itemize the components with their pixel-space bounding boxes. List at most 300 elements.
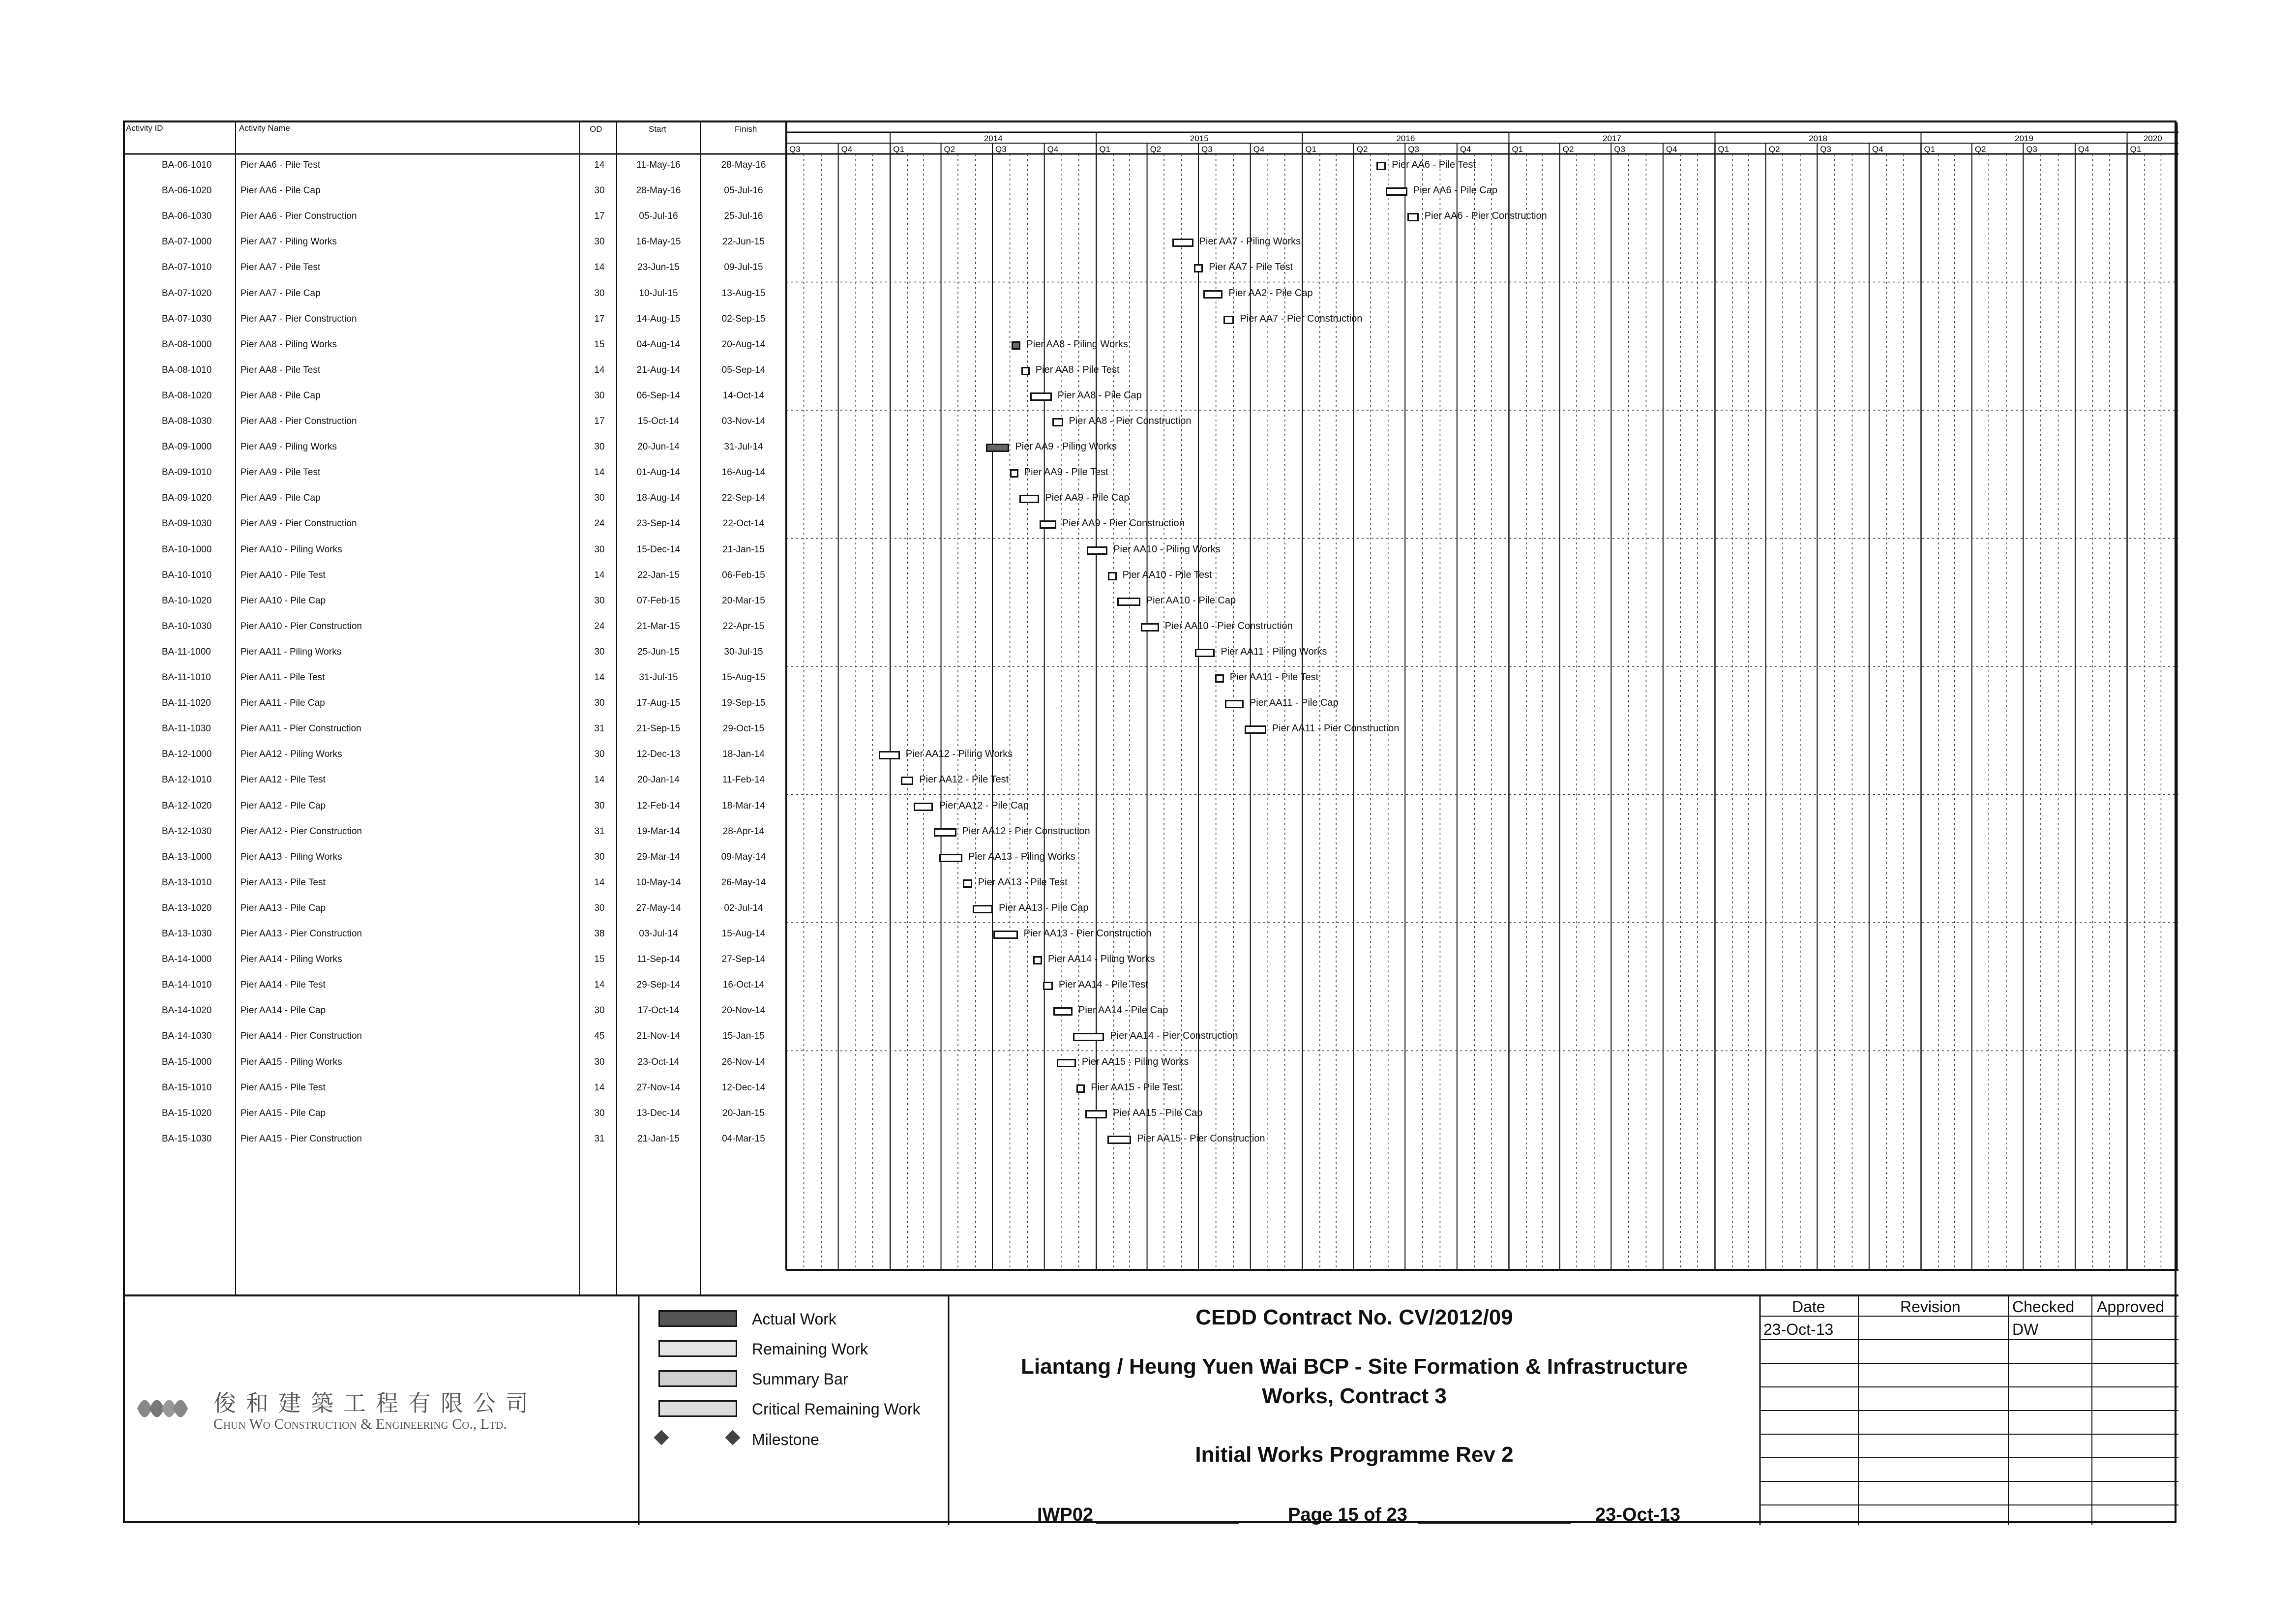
activity-finish: 20-Jan-15 [722,1108,765,1118]
activity-finish: 30-Jul-15 [724,646,763,657]
activity-id: BA-06-1030 [162,211,212,222]
quarter-label: Q2 [1562,145,1574,154]
activity-id: BA-12-1020 [162,800,212,811]
activity-finish: 28-May-16 [721,160,766,170]
activity-start: 10-May-14 [636,877,681,888]
gantt-bar-label: Pier AA15 - Pile Cap [1113,1107,1203,1118]
gantt-bar [1030,392,1052,401]
gantt-bar [901,777,913,785]
activity-finish: 16-Aug-14 [721,467,766,478]
activity-od: 30 [594,646,605,657]
contract-number: CEDD Contract No. CV/2012/09 [1195,1305,1513,1329]
activity-id: BA-09-1030 [162,518,212,529]
quarter-label: Q1 [1305,145,1316,154]
gantt-bar [993,931,1017,939]
activity-name: Pier AA6 - Pile Cap [240,185,321,196]
activity-name: Pier AA14 - Pier Construction [240,1031,362,1042]
activity-name: Pier AA10 - Pile Cap [240,595,326,606]
quarter-label: Q4 [1666,145,1677,154]
footer-underline [1418,1522,1571,1524]
project-title-line1: Liantang / Heung Yuen Wai BCP - Site Formation & Infrastructure [1020,1354,1688,1379]
activity-start: 21-Nov-14 [636,1031,681,1042]
quarter-label: Q3 [1408,145,1419,154]
activity-od: 30 [594,1108,605,1118]
activity-name: Pier AA6 - Pile Test [240,160,321,170]
quarter-label: Q1 [2130,145,2142,154]
activity-od: 30 [594,237,605,247]
gantt-bar-label: Pier AA10 - Piling Works [1113,543,1221,555]
activity-name: Pier AA15 - Pile Test [240,1082,326,1093]
activity-name: Pier AA7 - Pile Test [240,262,321,273]
activity-start: 15-Dec-14 [636,544,681,555]
activity-od: 30 [594,595,605,606]
activity-start: 19-Mar-14 [637,826,680,837]
activity-start: 29-Mar-14 [637,851,680,862]
gantt-bar-label: Pier AA7 - Pile Test [1209,262,1293,273]
activity-od: 17 [594,313,605,324]
legend-label-critical: Critical Remaining Work [752,1400,921,1418]
activity-start: 22-Jan-15 [637,570,680,580]
activity-start: 20-Jan-14 [637,775,680,785]
activity-name: Pier AA12 - Pile Cap [240,800,326,811]
gantt-bar-label: Pier AA14 - Pile Test [1058,979,1148,991]
activity-start: 20-Jun-14 [637,442,680,452]
gantt-bar [934,828,956,837]
activity-id: BA-14-1020 [162,1005,212,1016]
activity-start: 14-Aug-15 [636,313,681,324]
quarter-label: Q4 [841,145,853,154]
quarter-label: Q3 [789,145,801,154]
activity-finish: 03-Nov-14 [721,416,766,426]
quarter-label: Q3 [1201,145,1213,154]
year-label: 2016 [1396,134,1415,143]
activity-start: 03-Jul-14 [639,929,678,939]
gantt-bar-label: Pier AA2 - Pile Cap [1228,287,1313,299]
activity-od: 30 [594,442,605,452]
gantt-bar-label: Pier AA6 - Pile Cap [1413,185,1498,196]
activity-start: 21-Jan-15 [637,1133,680,1144]
rev-row-checked: DW [2012,1321,2039,1338]
company-name-chinese: 俊和建築工程有限公司 [213,1390,538,1416]
legend-label-summary: Summary Bar [752,1370,848,1388]
activity-finish: 13-Aug-15 [721,288,766,299]
activity-finish: 16-Oct-14 [722,980,765,991]
activity-name: Pier AA9 - Pile Test [240,467,321,478]
activity-finish: 04-Mar-15 [722,1133,765,1144]
activity-id: BA-11-1020 [162,698,211,709]
activity-name: Pier AA12 - Pile Test [240,775,326,785]
col-header-start: Start [649,124,666,134]
activity-start: 27-May-14 [636,902,681,913]
gantt-bar [1021,367,1030,375]
activity-start: 12-Feb-14 [637,800,680,811]
activity-id: BA-15-1030 [162,1133,212,1144]
page-number: Page 15 of 23 [1288,1504,1407,1525]
activity-finish: 26-Nov-14 [721,1056,766,1067]
activity-name: Pier AA13 - Piling Works [240,851,342,862]
gantt-bar [1043,982,1053,990]
activity-finish: 18-Jan-14 [722,749,765,760]
gantt-bar-label: Pier AA11 - Piling Works [1221,646,1327,657]
activity-start: 11-Sep-14 [637,954,680,965]
quarter-label: Q3 [2026,145,2037,154]
gantt-bar [1223,316,1234,324]
activity-od: 14 [594,262,605,273]
activity-od: 30 [594,1005,605,1016]
year-label: 2019 [2015,134,2033,143]
activity-start: 13-Dec-14 [636,1108,681,1118]
activity-name: Pier AA8 - Piling Works [240,339,337,350]
activity-id: BA-10-1030 [162,621,212,632]
activity-id: BA-06-1020 [162,185,212,196]
gantt-bar-label: Pier AA10 - Pile Cap [1146,595,1236,606]
gantt-bar-label: Pier AA12 - Pier Construction [962,825,1090,837]
gantt-bar [1040,520,1056,529]
legend-swatch-remaining [658,1340,737,1357]
gantt-bar [879,751,899,759]
col-header-finish: Finish [735,124,757,134]
legend-swatch-critical [658,1400,737,1417]
footer-date: 23-Oct-13 [1595,1504,1681,1525]
activity-start: 25-Jun-15 [637,646,680,657]
legend-swatch-summary [658,1370,737,1387]
rev-header-revision: Revision [1900,1298,1961,1316]
activity-id: BA-08-1020 [162,390,212,401]
quarter-label: Q2 [1974,145,1986,154]
activity-id: BA-13-1000 [162,851,212,862]
quarter-label: Q4 [2078,145,2089,154]
activity-od: 30 [594,493,605,504]
year-label: 2014 [984,134,1003,143]
gantt-bar [1010,469,1018,478]
gantt-bar [1033,956,1042,964]
gantt-bar [1053,1007,1073,1016]
programme-title: Initial Works Programme Rev 2 [1195,1443,1514,1467]
quarter-label: Q3 [1614,145,1625,154]
activity-id: BA-08-1030 [162,416,212,426]
activity-finish: 22-Oct-14 [722,518,765,529]
gantt-bar [1386,187,1407,196]
activity-finish: 12-Dec-14 [721,1082,766,1093]
gantt-bar-label: Pier AA8 - Piling Works [1026,338,1128,350]
activity-od: 17 [594,416,605,426]
activity-name: Pier AA14 - Piling Works [240,954,342,965]
gantt-bar-label: Pier AA11 - Pile Test [1229,672,1319,683]
activity-start: 23-Jun-15 [637,262,680,273]
activity-name: Pier AA13 - Pile Cap [240,902,326,913]
col-header-od: OD [590,124,602,134]
activity-finish: 09-Jul-15 [724,262,763,273]
activity-od: 14 [594,160,605,170]
activity-start: 21-Mar-15 [637,621,680,632]
activity-name: Pier AA11 - Pile Test [240,672,325,683]
activity-finish: 05-Jul-16 [724,185,763,196]
quarter-label: Q3 [1820,145,1831,154]
activity-od: 24 [594,621,605,632]
activity-od: 30 [594,185,605,196]
gantt-bar-label: Pier AA15 - Pile Test [1091,1082,1181,1093]
gantt-bar-label: Pier AA9 - Pier Construction [1062,518,1185,529]
activity-od: 30 [594,390,605,401]
gantt-bar-label: Pier AA7 - Piling Works [1199,236,1301,247]
gantt-bar [1172,239,1193,247]
activity-id: BA-15-1010 [162,1082,212,1093]
activity-start: 17-Aug-15 [636,698,681,709]
activity-finish: 22-Sep-14 [721,493,766,504]
quarter-label: Q4 [1253,145,1265,154]
activity-finish: 09-May-14 [721,851,766,862]
gantt-bar [1087,546,1107,555]
activity-id: BA-10-1010 [162,570,212,580]
gantt-bar [939,854,962,862]
gantt-bar-label: Pier AA9 - Pile Test [1024,467,1108,478]
gantt-bar-label: Pier AA13 - Pile Cap [999,902,1089,913]
year-label: 2020 [2143,134,2162,143]
activity-finish: 21-Jan-15 [722,544,765,555]
year-label: 2015 [1190,134,1209,143]
activity-name: Pier AA9 - Pile Cap [240,493,321,504]
activity-name: Pier AA11 - Piling Works [240,646,342,657]
activity-name: Pier AA11 - Pile Cap [240,698,325,709]
activity-id: BA-12-1010 [162,775,212,785]
gantt-bar [986,444,1009,452]
activity-id: BA-10-1000 [162,544,212,555]
activity-start: 04-Aug-14 [636,339,681,350]
activity-name: Pier AA15 - Piling Works [240,1056,342,1067]
gantt-bar [1019,495,1039,503]
activity-start: 06-Sep-14 [636,390,681,401]
activity-finish: 18-Mar-14 [722,800,765,811]
activity-start: 31-Jul-15 [639,672,678,683]
quarter-label: Q4 [1460,145,1471,154]
activity-finish: 28-Apr-14 [722,826,765,837]
activity-id: BA-11-1010 [162,672,211,683]
activity-start: 23-Sep-14 [636,518,681,529]
rev-header-approved: Approved [2097,1298,2164,1316]
quarter-label: Q2 [944,145,955,154]
activity-name: Pier AA9 - Piling Works [240,442,337,452]
activity-finish: 22-Jun-15 [722,237,765,247]
activity-id: BA-07-1020 [162,288,212,299]
activity-start: 27-Nov-14 [636,1082,681,1093]
activity-od: 14 [594,672,605,683]
activity-od: 30 [594,800,605,811]
activity-name: Pier AA13 - Pile Test [240,877,326,888]
activity-id: BA-11-1030 [162,723,211,734]
activity-name: Pier AA7 - Pier Construction [240,313,357,324]
activity-od: 14 [594,1082,605,1093]
gantt-bar [1012,341,1020,350]
activity-name: Pier AA15 - Pier Construction [240,1133,362,1144]
gantt-bar-label: Pier AA11 - Pier Construction [1272,723,1400,734]
activity-id: BA-12-1000 [162,749,212,760]
activity-start: 21-Sep-15 [636,723,681,734]
activity-finish: 20-Mar-15 [722,595,765,606]
activity-id: BA-13-1030 [162,929,212,939]
activity-id: BA-15-1020 [162,1108,212,1118]
activity-start: 12-Dec-13 [636,749,681,760]
gantt-bar-label: Pier AA14 - Piling Works [1048,954,1155,965]
activity-od: 30 [594,749,605,760]
activity-id: BA-08-1000 [162,339,212,350]
activity-id: BA-15-1000 [162,1056,212,1067]
activity-start: 17-Oct-14 [637,1005,680,1016]
activity-od: 30 [594,851,605,862]
gantt-bar-label: Pier AA11 - Pile Cap [1249,697,1339,709]
activity-name: Pier AA12 - Pier Construction [240,826,362,837]
activity-finish: 29-Oct-15 [722,723,765,734]
activity-od: 31 [594,826,605,837]
legend-swatch-actual [658,1310,737,1327]
gantt-bar [1076,1084,1085,1093]
activity-od: 14 [594,775,605,785]
gantt-bar-label: Pier AA6 - Pile Test [1392,159,1476,170]
footer-underline [1096,1522,1239,1524]
activity-od: 15 [594,954,605,965]
year-label: 2018 [1809,134,1827,143]
activity-start: 15-Oct-14 [637,416,680,426]
activity-finish: 05-Sep-14 [721,364,766,375]
activity-name: Pier AA11 - Pier Construction [240,723,361,734]
activity-start: 01-Aug-14 [636,467,681,478]
quarter-label: Q1 [1512,145,1523,154]
activity-od: 15 [594,339,605,350]
gantt-bar [914,803,933,811]
activity-finish: 06-Feb-15 [722,570,765,580]
activity-id: BA-13-1020 [162,902,212,913]
activity-name: Pier AA15 - Pile Cap [240,1108,326,1118]
gantt-bar [1215,674,1223,683]
gantt-bar-label: Pier AA8 - Pile Cap [1057,390,1142,401]
gantt-bar-label: Pier AA10 - Pier Construction [1164,620,1293,632]
gantt-bar-label: Pier AA6 - Pier Construction [1424,211,1547,222]
activity-start: 07-Feb-15 [637,595,680,606]
activity-id: BA-13-1010 [162,877,212,888]
gantt-bar-label: Pier AA12 - Pile Cap [939,800,1029,811]
activity-od: 14 [594,877,605,888]
activity-od: 30 [594,902,605,913]
activity-id: BA-09-1000 [162,442,212,452]
activity-od: 30 [594,698,605,709]
activity-finish: 15-Aug-15 [721,672,766,683]
gantt-bar [1194,264,1203,272]
chun-wo-logo-icon [135,1389,189,1428]
quarter-label: Q1 [1718,145,1729,154]
quarter-label: Q1 [893,145,904,154]
activity-finish: 26-May-14 [721,877,766,888]
gantt-bar-label: Pier AA15 - Piling Works [1081,1056,1189,1067]
gantt-bar [1245,725,1266,734]
activity-name: Pier AA13 - Pier Construction [240,929,362,939]
gantt-bar-label: Pier AA12 - Pile Test [919,774,1009,785]
activity-finish: 27-Sep-14 [721,954,766,965]
activity-id: BA-14-1030 [162,1031,212,1042]
gantt-bar-label: Pier AA9 - Pile Cap [1045,492,1130,504]
year-label: 2017 [1603,134,1621,143]
programme-sheet [123,120,2177,1523]
activity-start: 05-Jul-16 [639,211,678,222]
activity-name: Pier AA10 - Pier Construction [240,621,362,632]
activity-name: Pier AA8 - Pier Construction [240,416,357,426]
gantt-bar-label: Pier AA13 - Pier Construction [1023,928,1152,939]
activity-finish: 02-Sep-15 [721,313,766,324]
quarter-label: Q2 [1768,145,1780,154]
activity-od: 30 [594,544,605,555]
gantt-bar-label: Pier AA7 - Pier Construction [1240,313,1363,324]
activity-name: Pier AA10 - Piling Works [240,544,342,555]
quarter-label: Q3 [995,145,1007,154]
gantt-bar [1141,623,1159,632]
activity-od: 38 [594,929,605,939]
activity-start: 16-May-15 [636,237,681,247]
gantt-bar [1376,162,1386,170]
activity-name: Pier AA6 - Pier Construction [240,211,357,222]
activity-name: Pier AA9 - Pier Construction [240,518,357,529]
activity-start: 11-May-16 [636,160,681,170]
activity-od: 14 [594,570,605,580]
activity-start: 29-Sep-14 [636,980,681,991]
activity-od: 14 [594,364,605,375]
gantt-bar [1057,1059,1076,1067]
activity-id: BA-08-1010 [162,364,212,375]
activity-id: BA-09-1020 [162,493,212,504]
gantt-bar [1107,1136,1131,1144]
gantt-bar-label: Pier AA9 - Piling Works [1015,441,1117,452]
activity-start: 21-Aug-14 [636,364,681,375]
gantt-bar [1407,213,1419,221]
gantt-bar-label: Pier AA8 - Pier Construction [1069,416,1192,426]
gantt-bar-label: Pier AA14 - Pile Cap [1078,1005,1168,1016]
activity-id: BA-11-1000 [162,646,211,657]
gantt-bar [1225,700,1244,708]
legend-label-actual: Actual Work [752,1310,836,1328]
activity-finish: 15-Aug-14 [721,929,766,939]
activity-finish: 11-Feb-14 [722,775,765,785]
activity-name: Pier AA12 - Piling Works [240,749,342,760]
gantt-bar [1052,418,1063,426]
company-name-english: Chun Wo Construction & Engineering Co., Ltd. [213,1416,507,1432]
activity-id: BA-09-1010 [162,467,212,478]
quarter-label: Q1 [1924,145,1936,154]
activity-name: Pier AA8 - Pile Cap [240,390,321,401]
activity-id: BA-14-1010 [162,980,212,991]
activity-od: 14 [594,467,605,478]
activity-id: BA-12-1030 [162,826,212,837]
activity-start: 18-Aug-14 [636,493,681,504]
activity-od: 24 [594,518,605,529]
col-header-activity-name: Activity Name [239,123,290,133]
activity-finish: 15-Jan-15 [722,1031,765,1042]
activity-finish: 14-Oct-14 [722,390,765,401]
activity-od: 17 [594,211,605,222]
legend-label-milestone: Milestone [752,1431,819,1448]
company-logo [135,1389,189,1428]
activity-od: 31 [594,1133,605,1144]
quarter-label: Q4 [1047,145,1059,154]
activity-finish: 20-Nov-14 [721,1005,766,1016]
gantt-bar [1108,572,1116,580]
gantt-bar-label: Pier AA13 - Piling Works [968,851,1075,862]
activity-od: 31 [594,723,605,734]
quarter-label: Q1 [1099,145,1110,154]
activity-id: BA-06-1010 [162,160,212,170]
rev-header-date: Date [1792,1298,1825,1316]
activity-id: BA-07-1000 [162,237,212,247]
gantt-bar [1073,1033,1104,1041]
activity-finish: 25-Jul-16 [724,211,763,222]
rev-row-date: 23-Oct-13 [1763,1321,1834,1338]
activity-name: Pier AA7 - Pile Cap [240,288,321,299]
